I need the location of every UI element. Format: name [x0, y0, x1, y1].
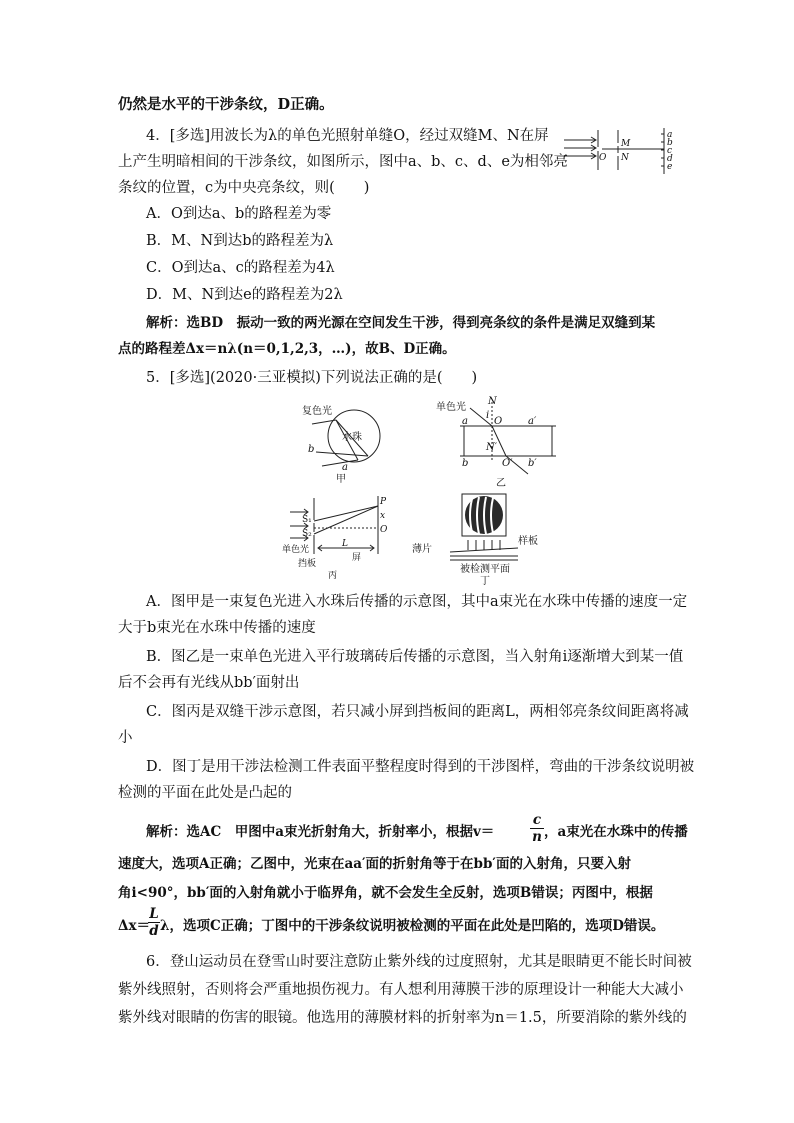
label-light: 单色光: [436, 402, 466, 413]
label-light: 单色光: [282, 545, 310, 555]
label-b: b: [462, 458, 469, 469]
caption-jia: 甲: [336, 474, 346, 484]
label-b: b: [667, 138, 673, 148]
answer-4: 点的路程差Δx＝nλ(n＝0,1,2,3，…)，故B、D正确。: [118, 341, 456, 357]
fraction-denominator: d: [149, 923, 159, 939]
option-A: 大于b束光在水珠中传播的速度: [118, 620, 316, 636]
fraction-numerator: L: [149, 906, 159, 922]
question-4-stem: 条纹的位置，c为中央亮条纹，则( ): [118, 180, 370, 196]
label-P: P: [380, 497, 387, 507]
option-C: 小: [118, 730, 133, 746]
label-N-prime: N′: [486, 442, 498, 453]
answer-5: 速度大，选项A正确；乙图中，光束在aa′面的折射角等于在bb′面的入射角，只要入射: [118, 856, 631, 872]
label-L: L: [342, 539, 348, 549]
fraction-denominator: n: [532, 829, 542, 845]
question-4-stem: 4．[多选]用波长为λ的单色光照射单缝O，经过双缝M、N在屏: [146, 128, 549, 144]
label-c: c: [667, 146, 673, 156]
caption-bing: 丙: [328, 571, 338, 581]
label-film: 薄片: [412, 544, 432, 555]
figure-yi: [436, 396, 558, 490]
figure-jia: [296, 400, 388, 484]
option-B: 后不会再有光线从bb′面射出: [118, 675, 300, 691]
answer-5: 角i<90°，bb′面的入射角就小于临界角，就不会发生全反射，选项B错误；丙图中，根据: [118, 885, 653, 901]
caption-ding: 丁: [480, 576, 490, 586]
label-drop: 水珠: [342, 432, 362, 443]
label-M: M: [621, 139, 631, 149]
option-D: 检测的平面在此处是凸起的: [118, 785, 292, 801]
label-a: a: [462, 416, 468, 427]
question-6-stem: 紫外线照射，否则将会严重地损伤视力。有人想利用薄膜干涉的原理设计一种能大大减小: [118, 982, 684, 998]
option-A: A．O到达a、b的路程差为零: [146, 206, 332, 222]
label-i: i: [486, 410, 490, 421]
figure-bing: [282, 492, 392, 582]
fraction-L-over-d: [148, 906, 160, 939]
label-screen: 屏: [352, 553, 362, 563]
label-S2: S₂: [302, 529, 312, 539]
answer-5: ，a束光在水珠中的传播: [544, 824, 688, 840]
label-a-prime: a′: [528, 416, 537, 427]
option-D: D．M、N到达e的路程差为2λ: [146, 287, 343, 303]
label-N: N: [488, 396, 497, 407]
label-baffle: 挡板: [298, 559, 317, 569]
label-a: a: [667, 130, 673, 140]
label-O: O: [380, 525, 388, 535]
label-plane: 被检测平面: [460, 564, 510, 575]
label-O: O: [494, 416, 503, 427]
label-light: 复色光: [302, 406, 332, 417]
label-b: b: [308, 444, 315, 455]
question-6-stem: 紫外线对眼睛的伤害的眼镜。他选用的薄膜材料的折射率为n＝1.5，所要消除的紫外线的: [118, 1010, 687, 1026]
question-5-stem: 5．[多选](2020·三亚模拟)下列说法正确的是( ): [146, 370, 478, 386]
answer-4: 解析：选BD 振动一致的两光源在空间发生干涉，得到亮条纹的条件是满足双缝到某: [146, 315, 656, 331]
option-B: B．M、N到达b的路程差为λ: [146, 233, 334, 249]
label-O-prime: O′: [502, 458, 513, 469]
answer-5: λ，选项C正确；丁图中的干涉条纹说明被检测的平面在此处是凹陷的，选项D错误。: [160, 918, 665, 934]
label-S1: S₁: [302, 515, 312, 525]
question-6-stem: 6．登山运动员在登雪山时要注意防止紫外线的过度照射，尤其是眼睛更不能长时间被: [146, 954, 692, 970]
text-line: 仍然是水平的干涉条纹，D正确。: [118, 96, 334, 113]
option-A: A．图甲是一束复色光进入水珠后传播的示意图，其中a束光在水珠中传播的速度一定: [146, 594, 688, 610]
fraction-numerator: c: [530, 812, 544, 829]
option-C: C．图丙是双缝干涉示意图，若只减小屏到挡板间的距离L，两相邻亮条纹间距离将减: [146, 704, 689, 720]
fraction-c-over-n: [530, 812, 544, 845]
question-4-stem: 上产生明暗相间的干涉条纹，如图所示，图中a、b、c、d、e为相邻亮: [118, 154, 568, 170]
double-slit-figure: [560, 124, 680, 180]
label-N: N: [621, 153, 629, 163]
caption-yi: 乙: [496, 478, 506, 489]
label-x: x: [380, 511, 386, 521]
figure-ding: [408, 492, 548, 586]
label-O: O: [599, 153, 607, 163]
label-sample: 样板: [518, 536, 538, 547]
answer-5: Δx＝: [118, 918, 151, 934]
label-a: a: [342, 462, 348, 473]
answer-5: 解析：选AC 甲图中a束光折射角大，折射率小，根据v＝: [146, 824, 495, 840]
option-B: B．图乙是一束单色光进入平行玻璃砖后传播的示意图，当入射角i逐渐增大到某一值: [146, 649, 684, 665]
option-C: C．O到达a、c的路程差为4λ: [146, 260, 335, 276]
option-D: D．图丁是用干涉法检测工件表面平整程度时得到的干涉图样，弯曲的干涉条纹说明被: [146, 759, 695, 775]
label-d: d: [667, 154, 673, 164]
label-b-prime: b′: [528, 458, 537, 469]
label-e: e: [667, 162, 673, 172]
